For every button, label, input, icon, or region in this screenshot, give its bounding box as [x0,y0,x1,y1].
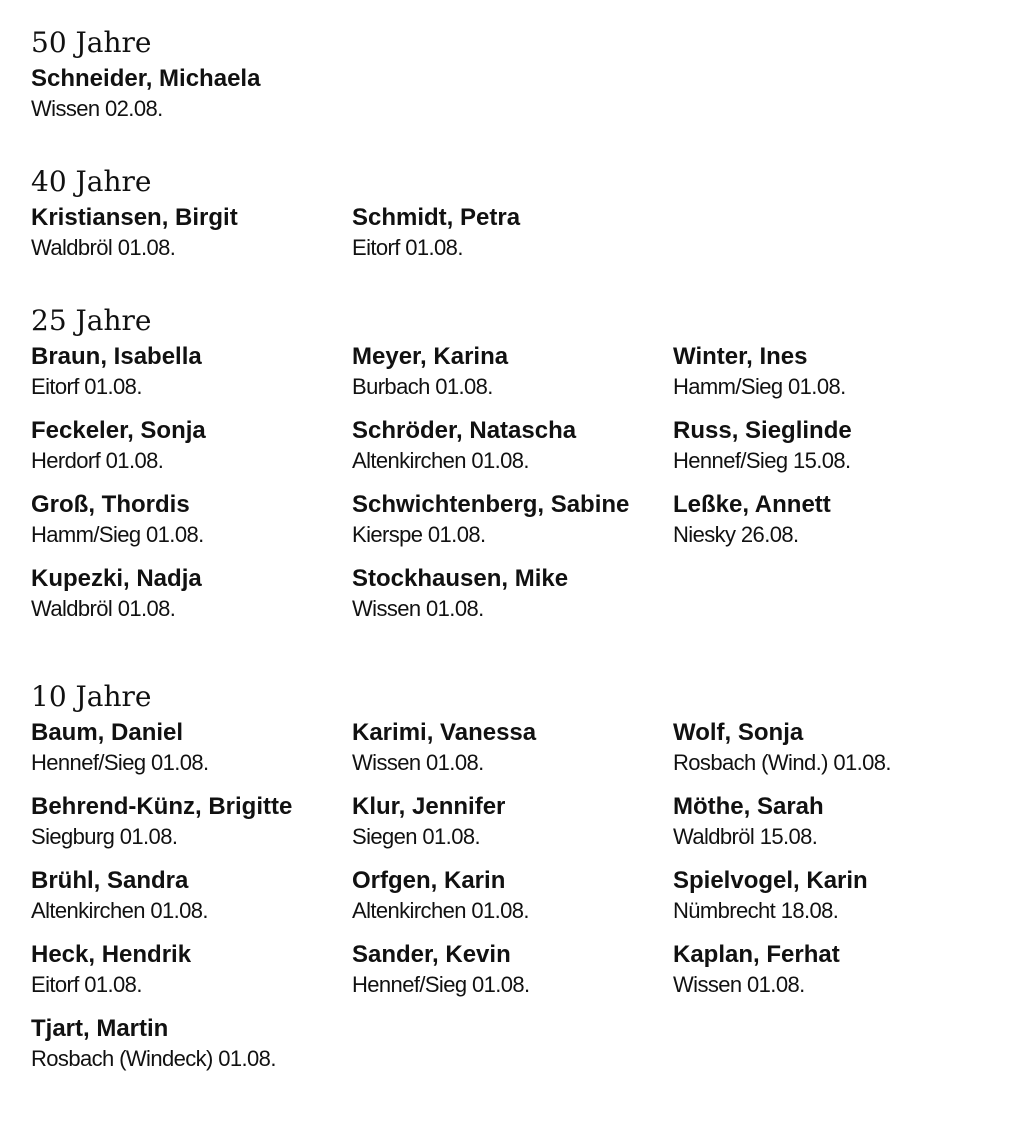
list-item [31,564,352,624]
list-item [673,416,991,476]
person-name: Spielvogel, Karin [673,867,868,894]
list-item [31,718,352,778]
person-location-date: Eitorf 01.08. [352,235,463,260]
person-location-date: Herdorf 01.08. [31,448,164,473]
list-item [352,940,673,1000]
person-location-date: Hamm/Sieg 01.08. [673,374,846,399]
person-name: Braun, Isabella [31,343,202,370]
person-location-date: Rosbach (Wind.) 01.08. [673,750,891,775]
person-name: Meyer, Karina [352,343,509,370]
person-location-date: Wissen 02.08. [31,96,163,121]
person-location-date: Kierspe 01.08. [352,522,486,547]
list-item [352,490,673,550]
person-name: Orfgen, Karin [352,867,506,894]
list-item [31,342,352,402]
section-40-jahre [31,165,991,263]
person-location-date: Wissen 01.08. [673,972,805,997]
list-item [352,416,673,476]
list-item [352,792,673,852]
list-item [673,866,991,926]
person-name: Klur, Jennifer [352,793,506,820]
person-name: Schwichtenberg, Sabine [352,491,630,518]
list-item [31,940,352,1000]
person-location-date: Hamm/Sieg 01.08. [31,522,204,547]
person-location-date: Siegen 01.08. [352,824,480,849]
section-10-jahre [31,680,991,1074]
list-item [31,64,352,124]
person-name: Tjart, Martin [31,1015,169,1042]
list-item [352,203,673,263]
list-item [352,866,673,926]
person-location-date: Hennef/Sieg 15.08. [673,448,851,473]
person-name: Heck, Hendrik [31,941,192,968]
section-25-jahre [31,304,991,624]
person-name: Baum, Daniel [31,719,184,746]
person-location-date: Eitorf 01.08. [31,374,142,399]
person-name: Kristiansen, Birgit [31,204,238,231]
person-location-date: Rosbach (Windeck) 01.08. [31,1046,276,1071]
list-item [31,416,352,476]
person-location-date: Altenkirchen 01.08. [352,898,529,923]
entry-grid [31,203,991,263]
entry-grid [31,342,991,624]
person-name: Behrend-Künz, Brigitte [31,793,293,820]
list-item [673,718,991,778]
person-location-date: Burbach 01.08. [352,374,493,399]
person-location-date: Altenkirchen 01.08. [352,448,529,473]
list-item [31,490,352,550]
list-item [352,342,673,402]
person-name: Schröder, Natascha [352,417,577,444]
person-location-date: Niesky 26.08. [673,522,799,547]
person-name: Karimi, Vanessa [352,719,537,746]
section-title: 10 Jahre [31,680,152,713]
person-location-date: Waldbröl 01.08. [31,596,176,621]
person-name: Wolf, Sonja [673,719,804,746]
list-item [673,342,991,402]
person-location-date: Altenkirchen 01.08. [31,898,208,923]
person-location-date: Siegburg 01.08. [31,824,178,849]
list-item [352,718,673,778]
section-title: 25 Jahre [31,304,152,337]
person-name: Schneider, Michaela [31,65,261,92]
person-location-date: Wissen 01.08. [352,750,484,775]
person-name: Kupezki, Nadja [31,565,202,592]
person-name: Groß, Thordis [31,491,190,518]
list-item [31,203,352,263]
person-name: Brühl, Sandra [31,867,189,894]
person-location-date: Waldbröl 01.08. [31,235,176,260]
person-name: Kaplan, Ferhat [673,941,840,968]
list-item [31,866,352,926]
list-item [31,1014,352,1074]
section-title: 50 Jahre [31,26,152,59]
section-50-jahre [31,26,991,124]
list-item [352,564,673,624]
list-item [673,940,991,1000]
person-location-date: Hennef/Sieg 01.08. [31,750,209,775]
person-name: Sander, Kevin [352,941,511,968]
section-title: 40 Jahre [31,165,152,198]
person-location-date: Hennef/Sieg 01.08. [352,972,530,997]
person-name: Russ, Sieglinde [673,417,852,444]
list-item [673,490,991,550]
person-name: Schmidt, Petra [352,204,521,231]
person-name: Winter, Ines [673,343,808,370]
person-name: Möthe, Sarah [673,793,824,820]
person-location-date: Wissen 01.08. [352,596,484,621]
person-name: Leßke, Annett [673,491,831,518]
entry-grid [31,64,991,124]
person-location-date: Eitorf 01.08. [31,972,142,997]
list-item [31,792,352,852]
person-location-date: Waldbröl 15.08. [673,824,818,849]
person-location-date: Nümbrecht 18.08. [673,898,839,923]
entry-grid [31,718,991,1074]
person-name: Stockhausen, Mike [352,565,569,592]
list-item [673,792,991,852]
person-name: Feckeler, Sonja [31,417,206,444]
